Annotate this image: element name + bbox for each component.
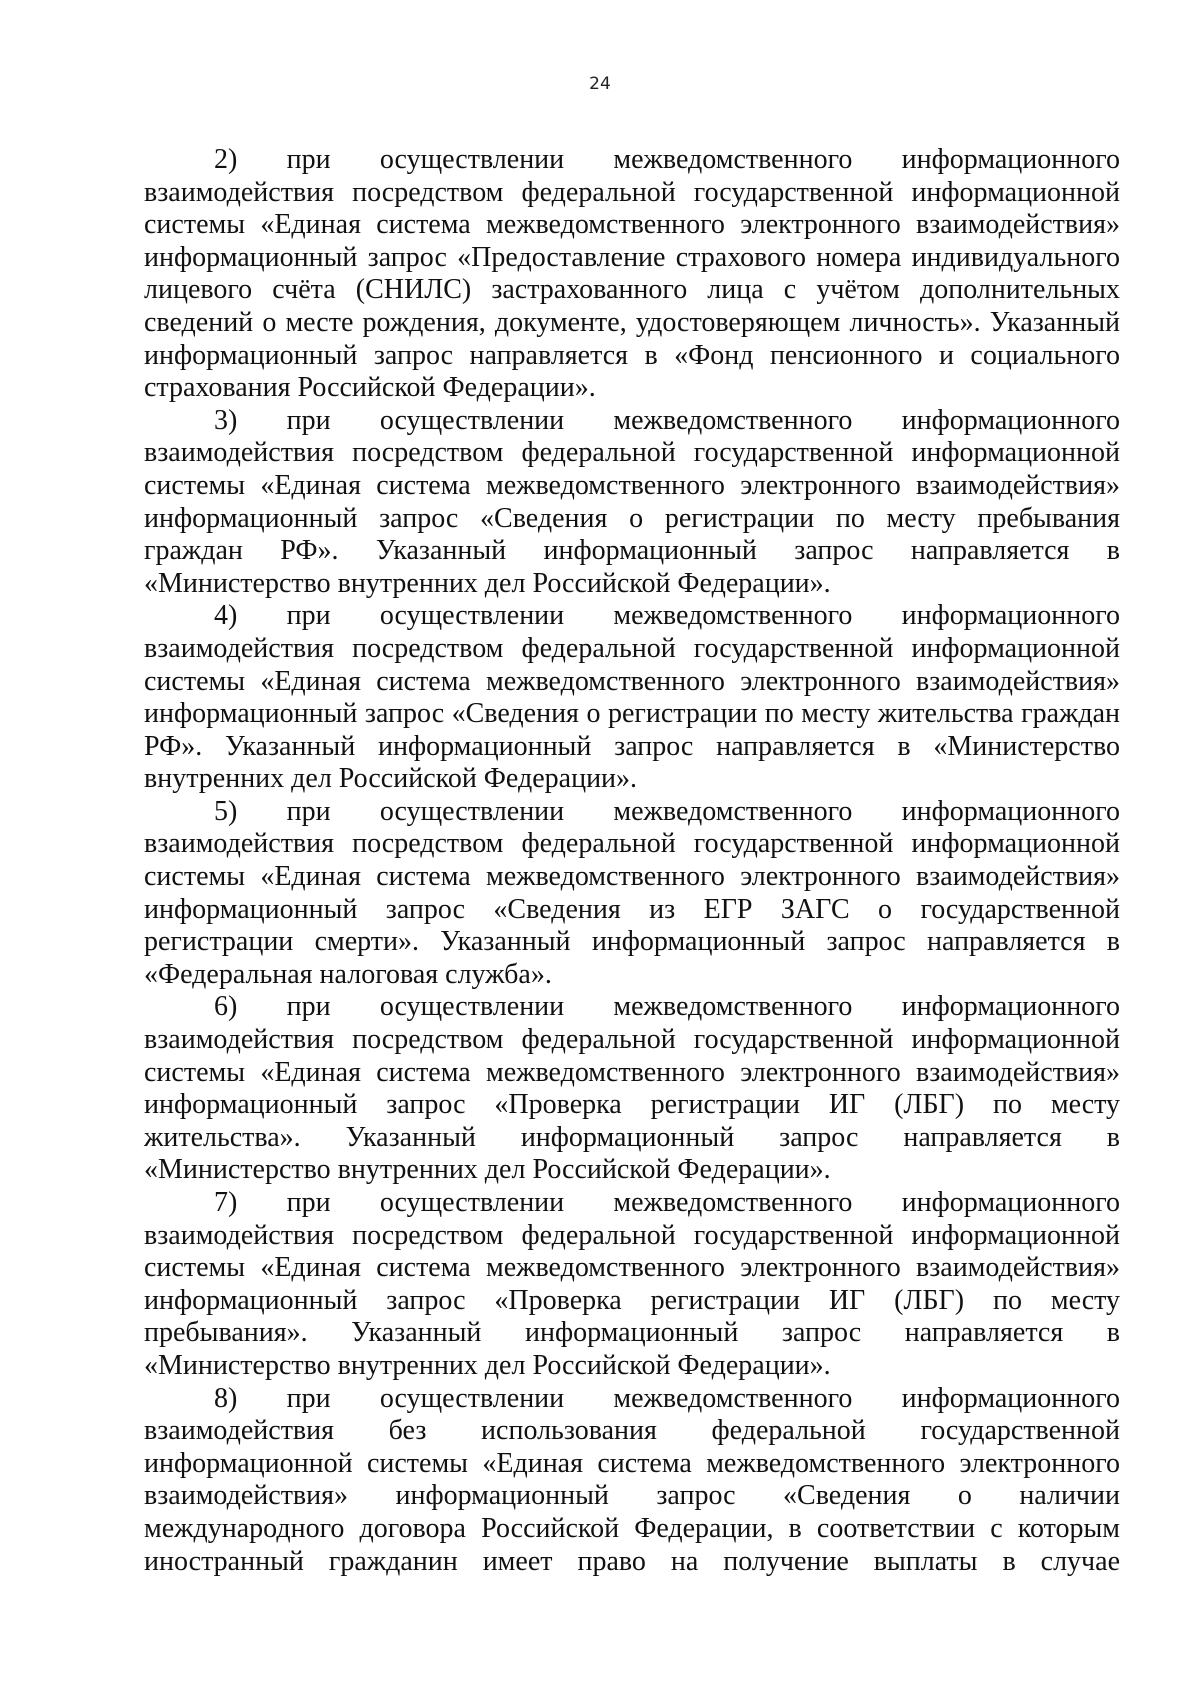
document-body: [144, 144, 1120, 1578]
text-line: регистрации смерти». Указанный информационный запрос направляется в: [144, 926, 1120, 958]
text-line: жительства». Указанный информационный запрос направляется в: [144, 1121, 1120, 1153]
text-line: системы «Единая система межведомственного электронного взаимодействия»: [144, 665, 1120, 697]
text-line: 7) при осуществлении межведомственного информационного: [214, 1187, 1120, 1218]
text-line: взаимодействия посредством федеральной государственной информационной: [144, 828, 1120, 860]
text-line: информационный запрос «Проверка регистрации ИГ (ЛБГ) по месту: [144, 1284, 1120, 1316]
text-line: взаимодействия посредством федеральной государственной информационной: [144, 176, 1120, 208]
text-line: взаимодействия посредством федеральной государственной информационной: [144, 632, 1120, 664]
text-line: 2) при осуществлении межведомственного информационного: [214, 144, 1120, 175]
text-line: 3) при осуществлении межведомственного информационного: [214, 404, 1120, 436]
text-line: иностранный гражданин имеет право на получение выплаты в случае: [144, 1545, 1120, 1577]
page-number: 24: [589, 74, 611, 94]
text-line: лицевого счёта (СНИЛС) застрахованного лица с учётом дополнительных: [144, 274, 1120, 306]
text-line: внутренних дел Российской Федерации».: [144, 763, 638, 795]
text-line: системы «Единая система межведомственного электронного взаимодействия»: [144, 861, 1120, 893]
text-line: пребывания». Указанный информационный запрос направляется в: [144, 1317, 1120, 1349]
text-line: системы «Единая система межведомственного электронного взаимодействия»: [144, 209, 1120, 241]
text-line: 8) при осуществлении межведомственного информационного: [214, 1382, 1120, 1414]
text-line: «Министерство внутренних дел Российской Федерации».: [144, 1349, 831, 1381]
text-line: информационный запрос «Сведения о регистрации по месту пребывания: [144, 502, 1120, 534]
text-line: «Министерство внутренних дел Российской Федерации».: [144, 567, 831, 599]
text-line: взаимодействия без использования федеральной государственной: [144, 1415, 1120, 1447]
text-line: информационный запрос «Сведения о регистрации по месту жительства граждан: [144, 698, 1120, 730]
text-line: системы «Единая система межведомственного электронного взаимодействия»: [144, 1056, 1120, 1088]
list-item-paragraph: [144, 796, 1120, 992]
text-line: взаимодействия посредством федеральной государственной информационной: [144, 437, 1120, 469]
text-line: информационный запрос «Проверка регистрации ИГ (ЛБГ) по месту: [144, 1089, 1120, 1121]
text-line: взаимодействия посредством федеральной государственной информационной: [144, 1024, 1120, 1056]
text-line: информационный запрос направляется в «Фонд пенсионного и социального: [144, 339, 1120, 371]
text-line: системы «Единая система межведомственного электронного взаимодействия»: [144, 469, 1120, 501]
text-line: информационный запрос «Предоставление страхового номера индивидуального: [144, 241, 1120, 273]
text-line: РФ». Указанный информационный запрос направляется в «Министерство: [144, 730, 1120, 762]
text-line: сведений о месте рождения, документе, удостоверяющем личность». Указанный: [144, 306, 1120, 338]
text-line: 6) при осуществлении межведомственного информационного: [214, 991, 1120, 1023]
text-line: международного договора Российской Федерации, в соответствии с которым: [144, 1512, 1120, 1544]
list-item-paragraph: [144, 1383, 1120, 1579]
text-line: 4) при осуществлении межведомственного информационного: [214, 600, 1120, 632]
text-line: взаимодействия посредством федеральной государственной информационной: [144, 1219, 1120, 1251]
list-item-paragraph: [144, 991, 1120, 1187]
list-item-paragraph: [144, 144, 1120, 405]
text-line: граждан РФ». Указанный информационный запрос направляется в: [144, 535, 1120, 567]
text-line: взаимодействия» информационный запрос «Сведения о наличии: [144, 1480, 1120, 1512]
list-item-paragraph: [144, 600, 1120, 796]
list-item-paragraph: [144, 405, 1120, 601]
text-line: системы «Единая система межведомственного электронного взаимодействия»: [144, 1252, 1120, 1284]
text-line: информационной системы «Единая система межведомственного электронного: [144, 1447, 1120, 1479]
text-line: информационный запрос «Сведения из ЕГР ЗАГС о государственной: [144, 893, 1120, 925]
text-line: «Министерство внутренних дел Российской Федерации».: [144, 1154, 831, 1186]
text-line: «Федеральная налоговая служба».: [144, 958, 552, 990]
text-line: страхования Российской Федерации».: [144, 372, 596, 404]
list-item-paragraph: [144, 1187, 1120, 1383]
text-line: 5) при осуществлении межведомственного информационного: [214, 795, 1120, 827]
